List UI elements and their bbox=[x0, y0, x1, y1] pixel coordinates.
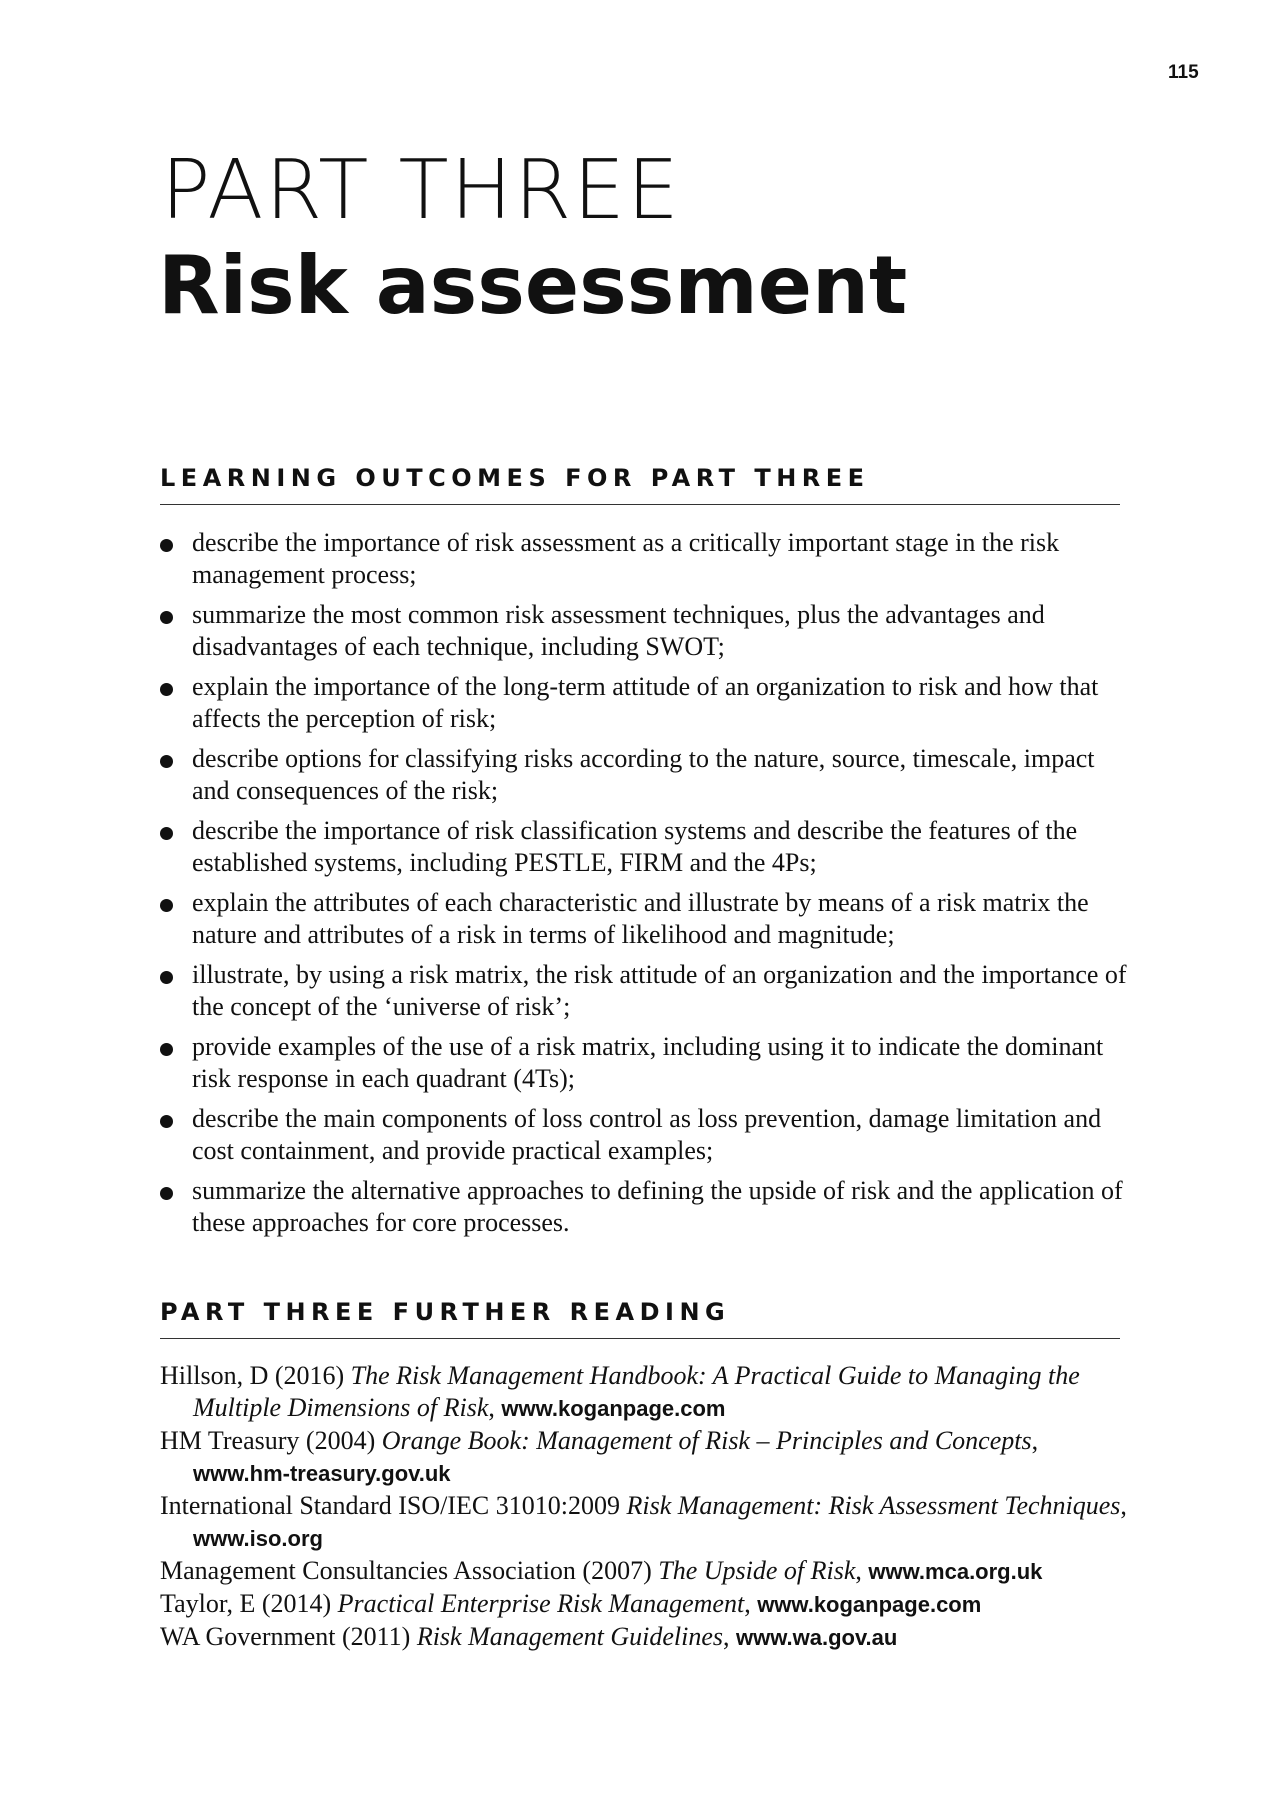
reference-item bbox=[160, 1588, 1130, 1621]
references-list bbox=[160, 1360, 1130, 1654]
reference-url: www.wa.gov.au bbox=[735, 1625, 898, 1650]
reference-separator: , bbox=[1120, 1491, 1127, 1520]
list-item-text: provide examples of the use of a risk matrix, including using it to indicate the dominant risk response in each quadrant (4Ts); bbox=[192, 1032, 1104, 1093]
reference-author: WA Government (2011) bbox=[160, 1622, 417, 1651]
further-reading-heading: PART THREE FURTHER READING bbox=[160, 1298, 1120, 1339]
part-title: Risk assessment bbox=[158, 239, 908, 332]
part-label: PART THREE bbox=[161, 143, 681, 238]
bullet-icon bbox=[160, 1043, 173, 1056]
list-item-text: describe options for classifying risks according to the nature, source, timescale, impact and consequences of the risk; bbox=[192, 744, 1095, 805]
bullet-icon bbox=[160, 755, 173, 768]
list-item bbox=[160, 1175, 1130, 1239]
list-item-text: describe the main components of loss control as loss prevention, damage limitation and cost containment, and provide practical examples; bbox=[192, 1104, 1102, 1165]
reference-item bbox=[160, 1621, 1130, 1654]
list-item-text: explain the importance of the long-term attitude of an organization to risk and how that affects the perception of risk; bbox=[192, 672, 1099, 733]
reference-separator: , bbox=[855, 1556, 869, 1585]
list-item-text: describe the importance of risk classification systems and describe the features of the established systems, including PESTLE, FIRM and the 4Ps; bbox=[192, 816, 1078, 877]
list-item bbox=[160, 743, 1130, 807]
reference-url: www.koganpage.com bbox=[501, 1396, 726, 1421]
reference-author: Hillson, D (2016) bbox=[160, 1361, 351, 1390]
reference-author: HM Treasury (2004) bbox=[160, 1426, 382, 1455]
list-item-text: explain the attributes of each characteristic and illustrate by means of a risk matrix the nature and attributes of a risk in terms of likelihood and magnitude; bbox=[192, 888, 1089, 949]
list-item bbox=[160, 671, 1130, 735]
reference-url: www.koganpage.com bbox=[757, 1592, 982, 1617]
reference-title: Risk Management: Risk Assessment Techniques bbox=[626, 1491, 1121, 1520]
reference-item bbox=[160, 1555, 1130, 1588]
reference-separator: , bbox=[722, 1622, 736, 1651]
list-item bbox=[160, 1103, 1130, 1167]
list-item bbox=[160, 887, 1130, 951]
reference-item bbox=[160, 1360, 1130, 1425]
list-item bbox=[160, 527, 1130, 591]
reference-item bbox=[160, 1425, 1130, 1490]
bullet-icon bbox=[160, 683, 173, 696]
list-item-text: summarize the alternative approaches to defining the upside of risk and the application of these approaches for core processes. bbox=[192, 1176, 1123, 1237]
list-item-text: summarize the most common risk assessment techniques, plus the advantages and disadvantages of each technique, including SWOT; bbox=[192, 600, 1045, 661]
list-item bbox=[160, 599, 1130, 663]
reference-url: www.iso.org bbox=[193, 1526, 323, 1551]
learning-outcomes-heading: LEARNING OUTCOMES FOR PART THREE bbox=[160, 464, 1120, 505]
reference-author: International Standard ISO/IEC 31010:2009 bbox=[160, 1491, 627, 1520]
list-item-text: describe the importance of risk assessment as a critically important stage in the risk management process; bbox=[192, 528, 1060, 589]
list-item bbox=[160, 1031, 1130, 1095]
reference-title: Orange Book: Management of Risk – Principles and Concepts bbox=[381, 1426, 1032, 1455]
reference-title: The Risk Management Handbook: A Practical Guide to Managing the Multiple Dimensions of Risk bbox=[193, 1361, 1080, 1422]
reference-author: Taylor, E (2014) bbox=[160, 1589, 338, 1618]
list-item bbox=[160, 959, 1130, 1023]
bullet-icon bbox=[160, 1115, 173, 1128]
bullet-icon bbox=[160, 1187, 173, 1200]
reference-separator: , bbox=[488, 1393, 502, 1422]
bullet-icon bbox=[160, 539, 173, 552]
bullet-icon bbox=[160, 971, 173, 984]
page-number: 115 bbox=[1168, 62, 1199, 83]
reference-url: www.hm-treasury.gov.uk bbox=[193, 1461, 451, 1486]
reference-item bbox=[160, 1490, 1130, 1555]
bullet-icon bbox=[160, 611, 173, 624]
reference-title: Practical Enterprise Risk Management bbox=[337, 1589, 745, 1618]
reference-url: www.mca.org.uk bbox=[868, 1559, 1043, 1584]
list-item-text: illustrate, by using a risk matrix, the risk attitude of an organization and the importance of the concept of the ‘universe of risk’; bbox=[192, 960, 1127, 1021]
bullet-icon bbox=[160, 899, 173, 912]
list-item bbox=[160, 815, 1130, 879]
reference-title: Risk Management Guidelines bbox=[416, 1622, 723, 1651]
learning-outcomes-list bbox=[160, 527, 1130, 1247]
reference-author: Management Consultancies Association (2007) bbox=[160, 1556, 659, 1585]
reference-separator: , bbox=[744, 1589, 758, 1618]
bullet-icon bbox=[160, 827, 173, 840]
reference-title: The Upside of Risk bbox=[658, 1556, 856, 1585]
reference-separator: , bbox=[1031, 1426, 1039, 1455]
